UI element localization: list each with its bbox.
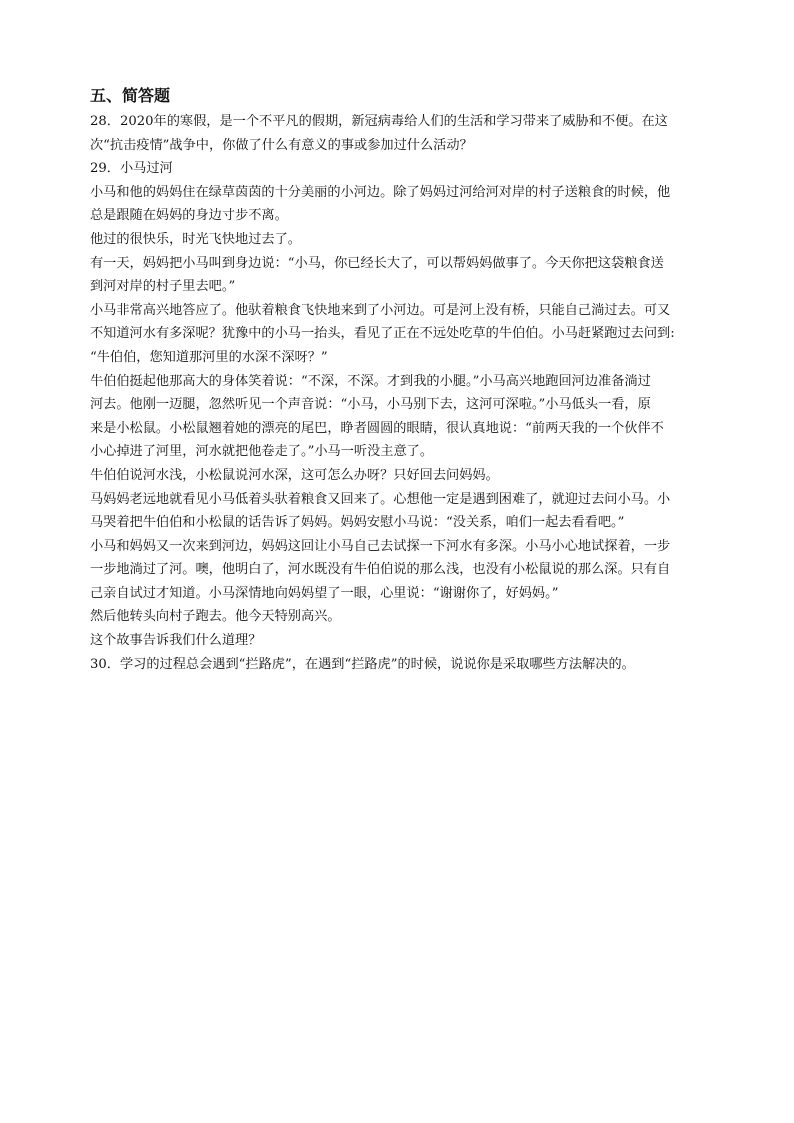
question-28 xyxy=(90,110,705,157)
question-29-title: 29．小马过河 xyxy=(90,161,173,177)
section-heading: 五、简答题 xyxy=(90,86,171,105)
story-line: 己亲自试过才知道。小马深情地向妈妈望了一眼，心里说：“谢谢你了，好妈妈。” xyxy=(90,585,559,601)
question-28-line-2: 次“抗击疫情”战争中，你做了什么有意义的事或参加过什么活动？ xyxy=(90,137,473,153)
story-line: 小心掉进了河里，河水就把他卷走了。”小马一听没主意了。 xyxy=(90,444,434,460)
story-line: 来是小松鼠。小松鼠翘着她的漂亮的尾巴，睁者圆圆的眼睛，很认真地说：“前两天我的一个伙伴不 xyxy=(90,420,664,436)
question-29 xyxy=(90,157,705,652)
story-line: 总是跟随在妈妈的身边寸步不离。 xyxy=(90,208,288,224)
story-line: 有一天，妈妈把小马叫到身边说：“小马，你已经长大了，可以帮妈妈做事了。今天你把这袋粮食送 xyxy=(90,255,664,271)
story-line: 马哭着把牛伯伯和小松鼠的话告诉了妈妈。妈妈安慰小马说：“没关系，咱们一起去看看吧。” xyxy=(90,515,625,531)
story-line: 小马和妈妈又一次来到河边，妈妈这回让小马自己去试探一下河水有多深。小马小心地试探着，一步 xyxy=(90,538,671,554)
story-line: 一步地淌过了河。噢，他明白了，河水既没有牛伯伯说的那么浅，也没有小松鼠说的那么深。只有自 xyxy=(90,562,671,578)
story-line: 小马和他的妈妈住在绿草茵茵的十分美丽的小河边。除了妈妈过河给河对岸的村子送粮食的时候，他 xyxy=(90,184,671,200)
story-line: 然后他转头向村子跑去。他今天特别高兴。 xyxy=(90,609,341,625)
story-line: 不知道河水有多深呢？犹豫中的小马一抬头，看见了正在不远处吃草的牛伯伯。小马赶紧跑过去问到: xyxy=(90,326,675,342)
document-page xyxy=(90,84,705,676)
story-line: 河去。他刚一迈腿，忽然听见一个声音说：“小马，小马别下去，这河可深啦。”小马低头一看，原 xyxy=(90,397,651,413)
question-30 xyxy=(90,653,705,677)
question-28-line-1: 28．2020年的寒假，是一个不平凡的假期，新冠病毒给人们的生活和学习带来了威胁和不便。在这 xyxy=(90,114,668,129)
story-line: 小马非常高兴地答应了。他驮着粮食飞快地来到了小河边。可是河上没有桥，只能自己淌过去。可又 xyxy=(90,302,671,318)
story-line: 马妈妈老远地就看见小马低着头驮着粮食又回来了。心想他一定是遇到困难了，就迎过去问小马。小 xyxy=(90,491,671,507)
question-30-line-1: 30．学习的过程总会遇到“拦路虎”，在遇到“拦路虎”的时候，说说你是采取哪些方法解决的。 xyxy=(90,656,635,672)
story-line: 到河对岸的村子里去吧。” xyxy=(90,279,236,295)
story-line: 他过的很快乐，时光飞快地过去了。 xyxy=(90,231,301,247)
story-line: 牛伯伯挺起他那高大的身体笑着说：“不深，不深。才到我的小腿。”小马高兴地跑回河边准备淌过 xyxy=(90,373,651,389)
story-line: 牛伯伯说河水浅，小松鼠说河水深，这可怎么办呀？只好回去问妈妈。 xyxy=(90,467,499,483)
question-29-prompt: 这个故事告诉我们什么道理？ xyxy=(90,633,262,649)
story-line: “牛伯伯，您知道那河里的水深不深呀？” xyxy=(90,349,328,365)
